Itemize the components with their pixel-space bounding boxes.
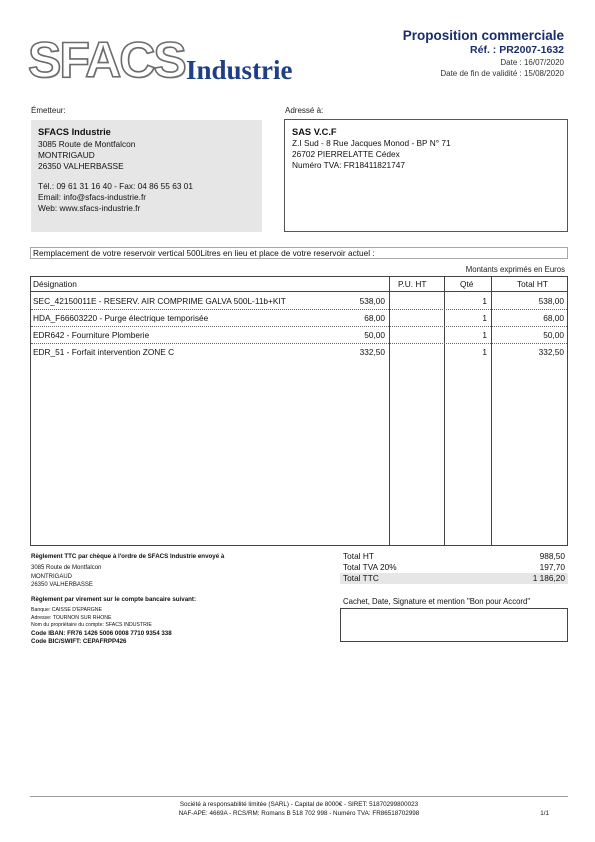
sender-label: Émetteur: [31, 106, 66, 115]
row-total: 538,00 [538, 296, 564, 306]
bank-name: Banque: CAISSE D'EPARGNE [31, 607, 102, 613]
payment-transfer-section [31, 596, 196, 647]
row-unit-price: 50,00 [364, 330, 385, 340]
iban: Code IBAN: FR76 1426 5006 0008 7710 9354 338 [31, 629, 172, 637]
row-unit-price: 538,00 [359, 296, 385, 306]
footer-line-1: Société à responsabilité limitée (SARL) - Capital de 8000€ - SIRET: 51870299800023 [179, 801, 419, 808]
account-owner: Nom du propriétaire du compte: SFACS INDUSTRIE [31, 622, 152, 628]
totals-block [340, 551, 568, 584]
cheque-address-line: 3085 Route de Montfalcon [31, 565, 102, 571]
total-ttc-row [340, 573, 568, 584]
total-value: 197,70 [539, 562, 565, 572]
table-row [31, 327, 567, 344]
signature-label: Cachet, Date, Signature et mention "Bon pour Accord" [343, 597, 531, 606]
transfer-title: Règlement par virement sur le compte bancaire suivant: [31, 596, 197, 603]
row-total: 332,50 [538, 347, 564, 357]
bank-address: Adresse: TOURNON SUR RHONE [31, 614, 112, 621]
total-ht-row [340, 551, 568, 562]
total-value: 1 186,20 [532, 573, 565, 583]
cheque-title: Règlement TTC par chèque à l'ordre de SFACS Industrie envoyé à [31, 553, 225, 560]
row-total: 50,00 [543, 330, 564, 340]
row-designation: EDR642 - Fourniture Plomberie [33, 330, 150, 340]
header-unit-price: P.U. HT [398, 279, 427, 289]
sender-web[interactable]: Web: www.sfacs-industrie.fr [38, 203, 141, 213]
table-row [31, 310, 567, 327]
cheque-address-line: MONTRIGAUD [31, 573, 72, 580]
recipient-name: SAS V.C.F [292, 127, 337, 137]
row-designation: EDR_51 - Forfait intervention ZONE C [33, 347, 175, 357]
header-quantity: Qté [460, 279, 474, 289]
row-quantity: 1 [482, 347, 487, 357]
sender-name: SFACS Industrie [38, 127, 111, 137]
sender-address: 3085 Route de Montfalcon [38, 139, 136, 149]
logo-wordmark: SFACS [28, 32, 185, 88]
total-label: Total TTC [343, 573, 379, 583]
total-value: 988,50 [539, 551, 565, 561]
total-tva-row [340, 562, 568, 573]
header-designation: Désignation [33, 279, 77, 289]
row-unit-price: 68,00 [364, 313, 385, 323]
recipient-address: Z.I Sud - 8 Rue Jacques Monod - BP N° 71 [292, 138, 451, 148]
signature-box[interactable] [340, 608, 568, 642]
table-row [31, 344, 567, 360]
table-row [31, 293, 567, 310]
currency-note: Montants exprimés en Euros [465, 265, 565, 274]
row-unit-price: 332,50 [359, 347, 385, 357]
row-designation: HDA_F66603220 - Purge électrique temporisée [33, 313, 209, 323]
validity-date: Date de fin de validité : 15/08/2020 [440, 69, 564, 78]
row-designation: SEC_42150011E - RESERV. AIR COMPRIME GALVA 500L-11b+KIT [33, 296, 286, 306]
document-title: Proposition commerciale [402, 28, 564, 43]
footer-divider [30, 796, 568, 797]
payment-cheque-section [31, 553, 224, 590]
page-number: 1/1 [540, 810, 549, 817]
header-total: Total HT [517, 279, 548, 289]
bic: Code BIC/SWIFT: CEPAFRPP426 [31, 638, 127, 645]
document-date: Date : 16/07/2020 [500, 58, 564, 67]
intro-text: Remplacement de votre reservoir vertical 500Litres en lieu et place de votre reservoir actuel : [30, 247, 568, 259]
document-reference: Réf. : PR2007-1632 [470, 44, 564, 56]
sender-email[interactable]: Email: info@sfacs-industrie.fr [38, 192, 147, 202]
recipient-box [284, 119, 568, 232]
recipient-label: Adressé à: [285, 106, 324, 115]
logo-subtitle: Industrie [186, 55, 293, 85]
recipient-zip-city: 26702 PIERRELATTE Cédex [292, 149, 400, 159]
total-label: Total HT [343, 551, 374, 561]
cheque-address-line: 26350 VALHERBASSE [31, 582, 93, 588]
items-table [30, 276, 568, 546]
row-quantity: 1 [482, 296, 487, 306]
total-label: Total TVA 20% [343, 562, 397, 572]
row-quantity: 1 [482, 330, 487, 340]
sender-zip-city: 26350 VALHERBASSE [38, 161, 124, 171]
footer-line-2: NAF-APE: 4669A - RCS/RM: Romans B 518 702 998 - Numéro TVA: FR86518702998 [178, 810, 420, 817]
row-quantity: 1 [482, 313, 487, 323]
sender-box [31, 120, 262, 232]
company-logo [28, 34, 318, 86]
row-total: 68,00 [543, 313, 564, 323]
sender-phone: Tél.: 09 61 31 16 40 - Fax: 04 86 55 63 01 [38, 181, 193, 191]
recipient-vat: Numéro TVA: FR18411821747 [292, 160, 405, 170]
sender-city: MONTRIGAUD [38, 150, 95, 160]
